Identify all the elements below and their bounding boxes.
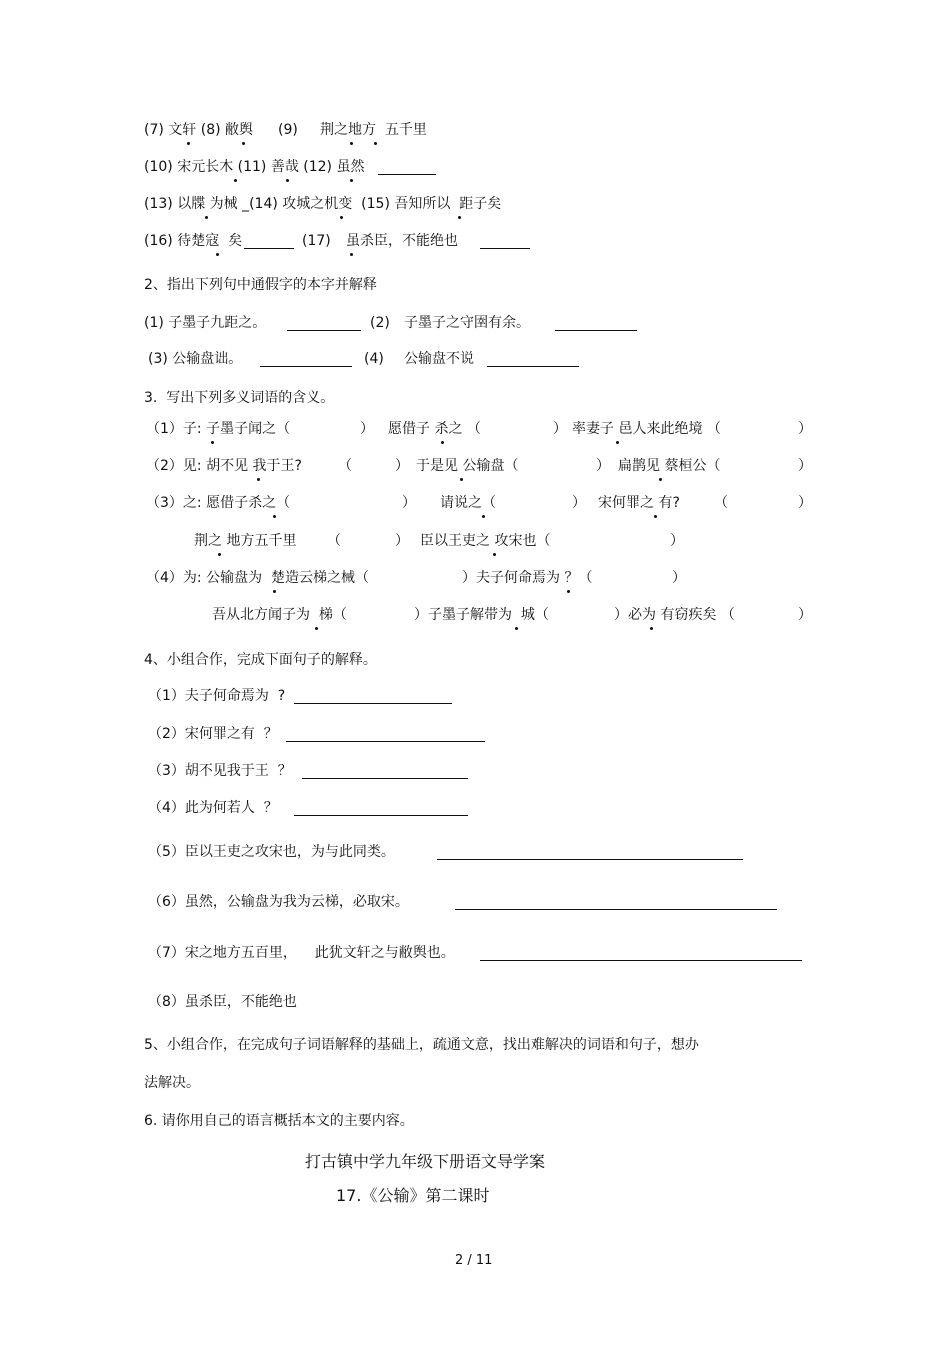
bracket-close: ） [360,421,374,437]
translation-question-3: （3）胡不见我于王 ？ [148,763,292,779]
translation-question-5: （5）臣以王吏之攻宋也，为与此同类。 [148,844,395,860]
answer-blank[interactable] [294,815,468,816]
answer-blank[interactable] [244,248,294,249]
vocab-items-13-15: (13) 以牒 为械 _(14) 攻城之机变 (15) 吾知所以 距子矣 [144,196,502,212]
school-title: 打古镇中学九年级下册语文导学案 [305,1152,546,1171]
answer-blank[interactable] [480,960,802,961]
bracket-open: （ [338,458,352,474]
polysemy-zi-example-2: 愿借子 杀之 （ [388,421,481,437]
translation-question-7: （7）宋之地方五百里， 此犹文轩之与敝舆也。 [148,945,455,961]
emphasis-dot [659,478,662,481]
polysemy-jian-example-2: 于是见 公输盘（ [416,458,519,474]
bracket-close: ） [553,421,567,437]
answer-blank[interactable] [260,366,352,367]
polysemy-jian-example-3: 扁鹊见 蔡桓公（ [618,458,721,474]
answer-blank[interactable] [287,330,361,331]
polysemy-zhi-example-2: 请说之（ [440,495,496,511]
bracket-open: （ [714,495,728,511]
bracket-close: ） [596,458,610,474]
bracket-close: ） [572,495,586,511]
emphasis-dot [441,441,444,444]
emphasis-dot [654,515,657,518]
polysemy-zi-example-3: 率妻子 邑人来此绝境 （ [572,421,721,437]
bracket-close: ） [395,533,409,549]
translation-question-6: （6）虽然，公输盘为我为云梯，必取宋。 [148,894,409,910]
vocab-items-7-8: (7) 文轩 (8) 敝舆 [144,122,254,138]
lesson-title: 17.《公输》第二课时 [336,1186,490,1205]
bracket-close: ） [798,495,812,511]
emphasis-dot [350,142,353,145]
emphasis-dot [616,441,619,444]
section-2-heading-text: 2、指出下列句中通假字的本字并解释 [144,277,377,293]
polysemy-zhi-example-1: （3）之: 愿借子杀之（ [146,495,291,511]
polysemy-wei-example-2: ）夫子何命焉为 ？（ [462,570,593,586]
answer-blank[interactable] [437,859,743,860]
translation-question-2: （2）宋何罪之有 ？ [148,726,278,742]
polysemy-zi-example-1: （1）子: 子墨子闻之（ [146,421,291,437]
vocab-item-9-text: 荆之地方 五千里 [320,122,427,138]
translation-question-8: （8）虽杀臣，不能绝也 [148,994,297,1010]
emphasis-dot [187,142,190,145]
answer-blank[interactable] [455,909,777,910]
answer-blank[interactable] [286,741,485,742]
emphasis-dot [257,478,260,481]
bracket-close: ） [798,607,812,623]
emphasis-dot [350,253,353,256]
emphasis-dot [218,553,221,556]
section-5-text: 5、小组合作，在完成句子词语解释的基础上，疏通文意，找出难解决的词语和句子，想办 [144,1037,699,1053]
answer-blank[interactable] [487,366,579,367]
answer-blank[interactable] [480,248,530,249]
translation-question-4: （4）此为何若人 ？ [148,800,278,816]
emphasis-dot [286,179,289,182]
vocab-item-17-text: 虽杀臣，不能绝也 [346,233,458,249]
emphasis-dot [205,216,208,219]
emphasis-dot [216,253,219,256]
polysemy-wei-example-3: 吾从北方闻子为 梯（ [212,607,347,623]
emphasis-dot [460,478,463,481]
emphasis-dot [234,179,237,182]
answer-blank[interactable] [302,778,468,779]
emphasis-dot [350,179,353,182]
bracket-close: ） [672,570,686,586]
emphasis-dot [515,627,518,630]
section-5-text-cont: 法解决。 [144,1075,200,1091]
bracket-close: ） [402,495,416,511]
vocab-items-10-12: (10) 宋元长木 (11) 善哉 (12) 虽然 [144,159,365,175]
bracket-open: （ [327,533,341,549]
emphasis-dot [650,627,653,630]
bracket-close: ） [798,458,812,474]
emphasis-dot [340,216,343,219]
page-number: 2 / 11 [455,1253,493,1268]
polysemy-zhi-example-5: 臣以王吏之 攻宋也（ [420,533,551,549]
bracket-close: ） [395,458,409,474]
tongjia-item-2-text: 子墨子之守圉有余。 [404,315,530,331]
emphasis-dot [482,515,485,518]
emphasis-dot [273,590,276,593]
vocab-item-17-number: (17) [302,233,331,249]
polysemy-zhi-example-3: 宋何罪之 有? [598,495,680,511]
emphasis-dot [374,142,377,145]
polysemy-wei-example-1: （4）为: 公输盘为 楚造云梯之械（ [146,570,369,586]
translation-question-1: （1）夫子何命焉为 ? [148,688,286,704]
answer-blank[interactable] [378,174,436,175]
polysemy-wei-example-5: ）必为 有窃疾矣 （ [614,607,735,623]
emphasis-dot [493,553,496,556]
section-3-heading-text: 3. 写出下列多义词语的含义。 [144,390,335,406]
bracket-close: ） [670,533,684,549]
emphasis-dot [211,441,214,444]
tongjia-item-1: (1) 子墨子九距之。 [144,315,267,331]
emphasis-dot [567,590,570,593]
section-6-text: 6. 请你用自己的语言概括本文的主要内容。 [144,1113,414,1129]
tongjia-item-3: (3) 公输盘诎。 [148,351,243,367]
answer-blank[interactable] [294,703,452,704]
section-6-line [0,1112,414,1166]
emphasis-dot [242,142,245,145]
vocab-item-9-number: (9) [278,122,298,138]
polysemy-zhi-example-4: 荆之 地方五千里 [194,533,297,549]
vocab-item-16: (16) 待楚寇 矣 [144,233,243,249]
tongjia-item-4-number: (4) [364,351,384,367]
section-4-heading-text: 4、小组合作，完成下面句子的解释。 [144,652,377,668]
emphasis-dot [458,216,461,219]
polysemy-jian-example-1: （2）见: 胡不见 我于王? [146,458,302,474]
tongjia-item-4-text: 公输盘不说 [404,351,474,367]
tongjia-item-2-number: (2) [370,315,390,331]
emphasis-dot [315,627,318,630]
polysemy-wei-example-4: ）子墨子解带为 城（ [414,607,549,623]
emphasis-dot [273,515,276,518]
answer-blank[interactable] [555,330,637,331]
bracket-close: ） [798,421,812,437]
